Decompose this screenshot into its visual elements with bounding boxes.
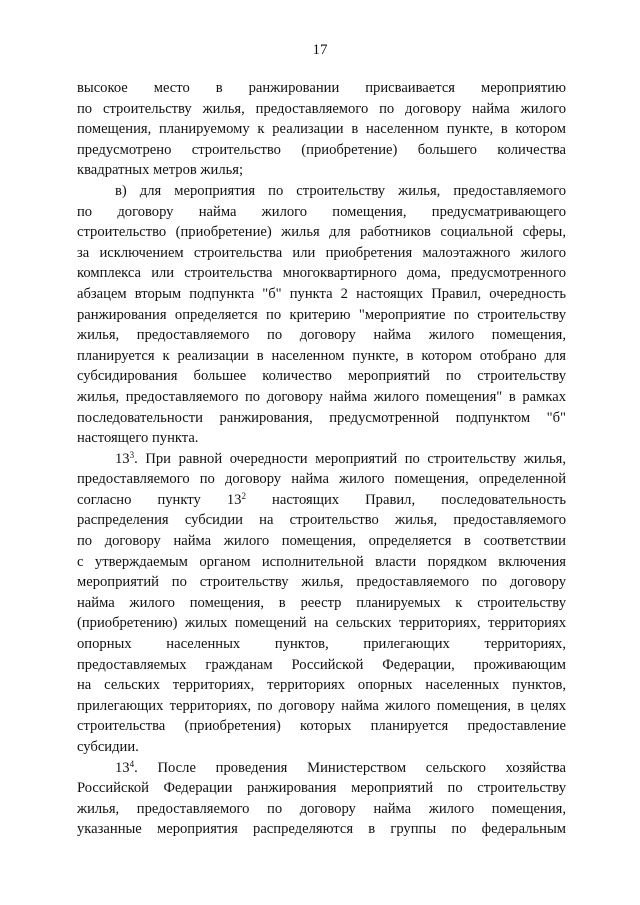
text-line: абзацем вторым подпункта "б" пункта 2 настоящих Правил, очередность: [77, 285, 566, 302]
text-line: ранжирования определяется по критерию "мероприятие по строительству: [77, 306, 566, 323]
clause-text: . После проведения Министерством сельского хозяйства: [134, 759, 566, 776]
reference-text-after: настоящих Правил, последовательность: [245, 491, 566, 508]
text-line: помещения, планируемому к реализации в населенном пункте, в котором: [77, 121, 566, 138]
text-line: настоящего пункта.: [77, 430, 199, 447]
page-number: 17: [312, 42, 328, 58]
paragraph-ranking-priority: [77, 78, 566, 181]
text-line: Российской Федерации ранжирования мероприятий по строительству: [77, 780, 566, 797]
text-line: прилегающих территориях, по договору найма жилого помещения, в целях: [77, 697, 566, 714]
text-line: по договору найма жилого помещения, предусматривающего: [77, 203, 566, 220]
text-line: планируется к реализации в населенном пункте, в котором отобрано для: [77, 347, 566, 364]
text-line: предоставляемых гражданам Российской Федерации, проживающим: [77, 656, 566, 673]
text-line: [77, 758, 566, 779]
document-body: [77, 78, 566, 840]
paragraph-clause-13-3: [77, 449, 566, 758]
text-line: строительство (приобретение) жилья для работников социальной сферы,: [77, 224, 566, 241]
clause-number-superscript: 3: [129, 449, 135, 460]
text-line: опорных населенных пунктов, прилегающих территориях,: [77, 636, 566, 653]
text-line: найма жилого помещения, в реестр планируемых к строительству: [77, 594, 566, 611]
clause-number: 13: [115, 759, 130, 776]
text-line: субсидирования большее количество мероприятий по строительству: [77, 368, 566, 385]
text-line: [77, 449, 566, 470]
text-line: предоставляемого по договору найма жилого помещения, определенной: [77, 471, 566, 488]
text-line: за исключением строительства или приобретения малоэтажного жилого: [77, 244, 566, 261]
text-line: жилья, предоставляемого по договору найма жилого помещения,: [77, 800, 566, 817]
text-line: по строительству жилья, предоставляемого по договору найма жилого: [77, 100, 566, 117]
text-line: квадратных метров жилья;: [77, 162, 244, 179]
text-line: строительства (приобретения) которых планируется предоставление: [77, 718, 566, 735]
text-line: на сельских территориях, территориях опорных населенных пунктов,: [77, 677, 566, 694]
text-line: жилья, предоставляемого по договору найма жилого помещения,: [77, 327, 566, 344]
text-line: (приобретению) жилых помещений на сельских территориях, территориях: [77, 615, 566, 632]
paragraph-subitem-v: [77, 181, 566, 449]
text-line: [77, 490, 566, 511]
clause-text: . При равной очередности мероприятий по строительству жилья,: [134, 450, 566, 467]
text-line: комплекса или строительства многоквартирного дома, предусмотренного: [77, 265, 566, 282]
text-line: по договору найма жилого помещения, определяется в соответствии: [77, 533, 566, 550]
text-line: предусмотрено строительство (приобретение) большего количества: [77, 141, 566, 158]
clause-number-superscript: 4: [129, 758, 135, 769]
text-line: последовательности ранжирования, предусмотренной подпунктом "б": [77, 409, 566, 426]
reference-text: согласно пункту 13: [77, 491, 242, 508]
text-line: распределения субсидии на строительство жилья, предоставляемого: [77, 512, 566, 529]
text-line: с утверждаемым органом исполнительной власти порядком включения: [77, 553, 566, 570]
clause-number: 13: [115, 450, 130, 467]
paragraph-clause-13-4: [77, 758, 566, 840]
text-line: мероприятий по строительству жилья, предоставляемого по договору: [77, 574, 566, 591]
reference-superscript: 2: [241, 490, 246, 501]
text-line: указанные мероприятия распределяются в группы по федеральным: [77, 821, 566, 838]
text-line: высокое место в ранжировании присваивается мероприятию: [77, 80, 566, 96]
text-line: в) для мероприятия по строительству жилья, предоставляемого: [115, 182, 566, 199]
text-line: жилья, предоставляемого по договору найма жилого помещения" в рамках: [77, 388, 566, 405]
text-line: субсидии.: [77, 739, 139, 755]
